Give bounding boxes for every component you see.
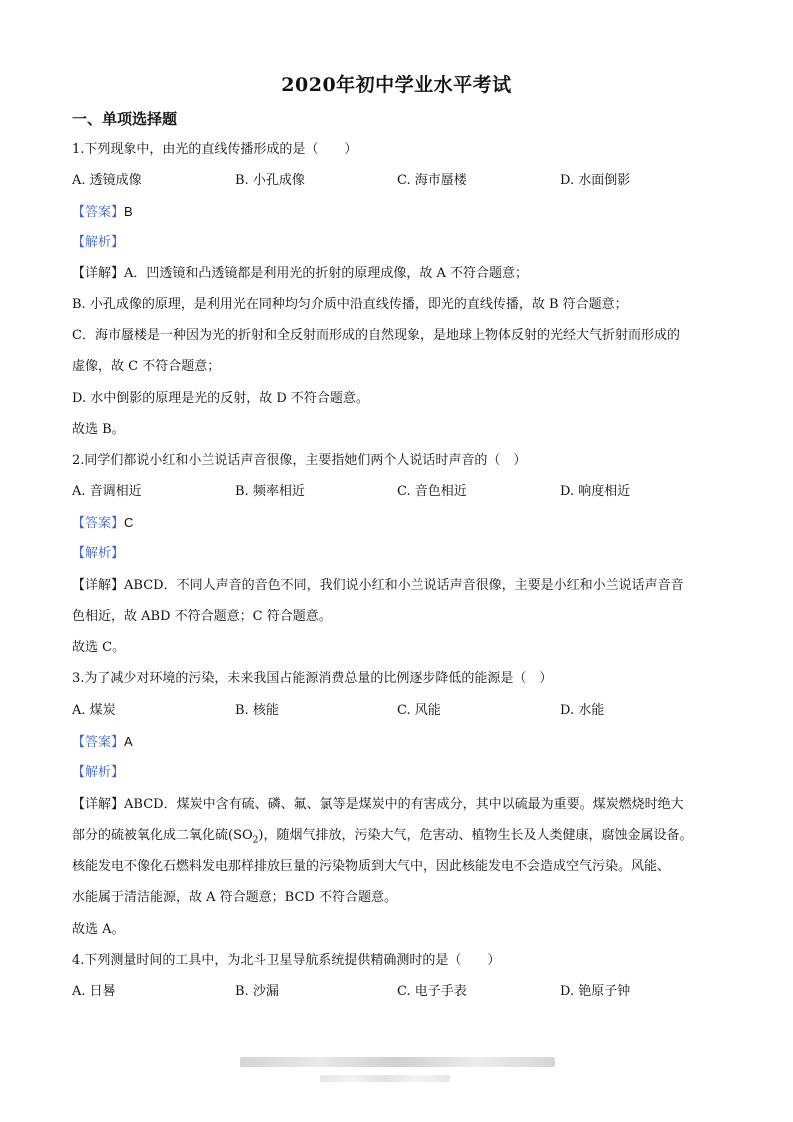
question-3-stem: 3.为了减少对环境的污染，未来我国占能源消费总量的比例逐步降低的能源是（ ）	[72, 671, 553, 686]
answer-value: B	[124, 204, 133, 219]
q1-detail-line: C．海市蜃楼是一种因为光的折射和全反射而形成的自然现象，是地球上物体反射的光经大气折射而形成的	[72, 328, 680, 343]
q2-option-c: C. 音色相近	[397, 484, 467, 499]
q1-option-d: D. 水面倒影	[560, 173, 631, 188]
q2-option-d: D. 响度相近	[560, 484, 631, 499]
q2-analysis-tag: 【解析】	[72, 546, 125, 561]
answer-value: C	[124, 515, 134, 530]
detail-tag: 【详解】	[72, 797, 125, 812]
question-2-stem: 2.同学们都说小红和小兰说话声音很像，主要指她们两个人说话时声音的（ ）	[72, 453, 527, 468]
detail-text: A．凹透镜和凸透镜都是利用光的折射的原理成像，故 A 不符合题意；	[124, 266, 529, 281]
blurred-footer-watermark	[240, 1057, 555, 1067]
q2-detail-line	[72, 577, 684, 595]
q1-option-a: A. 透镜成像	[72, 173, 142, 188]
detail-text: 部分的硫被氧化成二氧化硫(SO	[72, 828, 253, 843]
q3-option-b: B. 核能	[235, 703, 279, 718]
q2-detail-line: 色相近，故 ABD 不符合题意；C 符合题意。	[72, 609, 332, 624]
detail-tag: 【详解】	[72, 266, 125, 281]
q1-analysis-tag: 【解析】	[72, 235, 125, 250]
q2-conclusion: 故选 C。	[72, 640, 126, 655]
q3-detail-line	[72, 796, 684, 814]
q4-option-b: B. 沙漏	[235, 984, 279, 999]
section-heading: 一、单项选择题	[72, 110, 178, 128]
q3-detail-line	[72, 827, 692, 850]
q2-answer	[72, 514, 133, 533]
q2-option-b: B. 频率相近	[235, 484, 305, 499]
blurred-footer-watermark	[320, 1075, 450, 1082]
q3-option-a: A. 煤炭	[72, 703, 116, 718]
question-4-stem: 4.下列测量时间的工具中，为北斗卫星导航系统提供精确测时的是（ ）	[72, 953, 501, 968]
q1-option-b: B. 小孔成像	[235, 173, 305, 188]
q4-option-d: D. 铯原子钟	[560, 984, 631, 999]
q3-analysis-tag: 【解析】	[72, 765, 125, 780]
subscript: 2	[252, 835, 259, 846]
q1-detail-line	[72, 265, 528, 283]
q1-detail-line: B. 小孔成像的原理，是利用光在同种均匀介质中沿直线传播，即光的直线传播，故 B 符合题意；	[72, 297, 628, 312]
page-title: 2020年初中学业水平考试	[281, 74, 512, 96]
q1-detail-line: 虚像，故 C 不符合题意；	[72, 359, 221, 374]
q3-option-d: D. 水能	[560, 703, 605, 718]
answer-tag: 【答案】	[72, 735, 125, 750]
q3-answer	[72, 733, 133, 752]
answer-tag: 【答案】	[72, 516, 125, 531]
detail-text: ABCD．煤炭中含有硫、磷、氟、氯等是煤炭中的有害成分，其中以硫最为重要。煤炭燃烧时绝大	[124, 797, 684, 812]
detail-text: )，随烟气排放，污染大气，危害动、植物生长及人类健康，腐蚀金属设备。	[258, 828, 693, 843]
q3-detail-line: 核能发电不像化石燃料发电那样排放巨量的污染物质到大气中，因此核能发电不会造成空气污染。风能、	[72, 859, 671, 874]
detail-tag: 【详解】	[72, 578, 125, 593]
q1-option-c: C. 海市蜃楼	[397, 173, 467, 188]
answer-value: A	[124, 734, 133, 749]
question-1-stem: 1.下列现象中，由光的直线传播形成的是（ ）	[72, 142, 358, 157]
q4-option-c: C. 电子手表	[397, 984, 467, 999]
q1-detail-line: D. 水中倒影的原理是光的反射，故 D 不符合题意。	[72, 391, 369, 406]
detail-text: ABCD．不同人声音的音色不同，我们说小红和小兰说话声音很像，主要是小红和小兰说话声音音	[124, 578, 684, 593]
q3-option-c: C. 风能	[397, 703, 441, 718]
answer-tag: 【答案】	[72, 205, 125, 220]
q2-option-a: A. 音调相近	[72, 484, 142, 499]
q1-answer	[72, 203, 133, 222]
q3-detail-line: 水能属于清洁能源，故 A 符合题意；BCD 不符合题意。	[72, 890, 397, 905]
q1-conclusion: 故选 B。	[72, 422, 125, 437]
q4-option-a: A. 日晷	[72, 984, 116, 999]
q3-conclusion: 故选 A。	[72, 922, 125, 937]
